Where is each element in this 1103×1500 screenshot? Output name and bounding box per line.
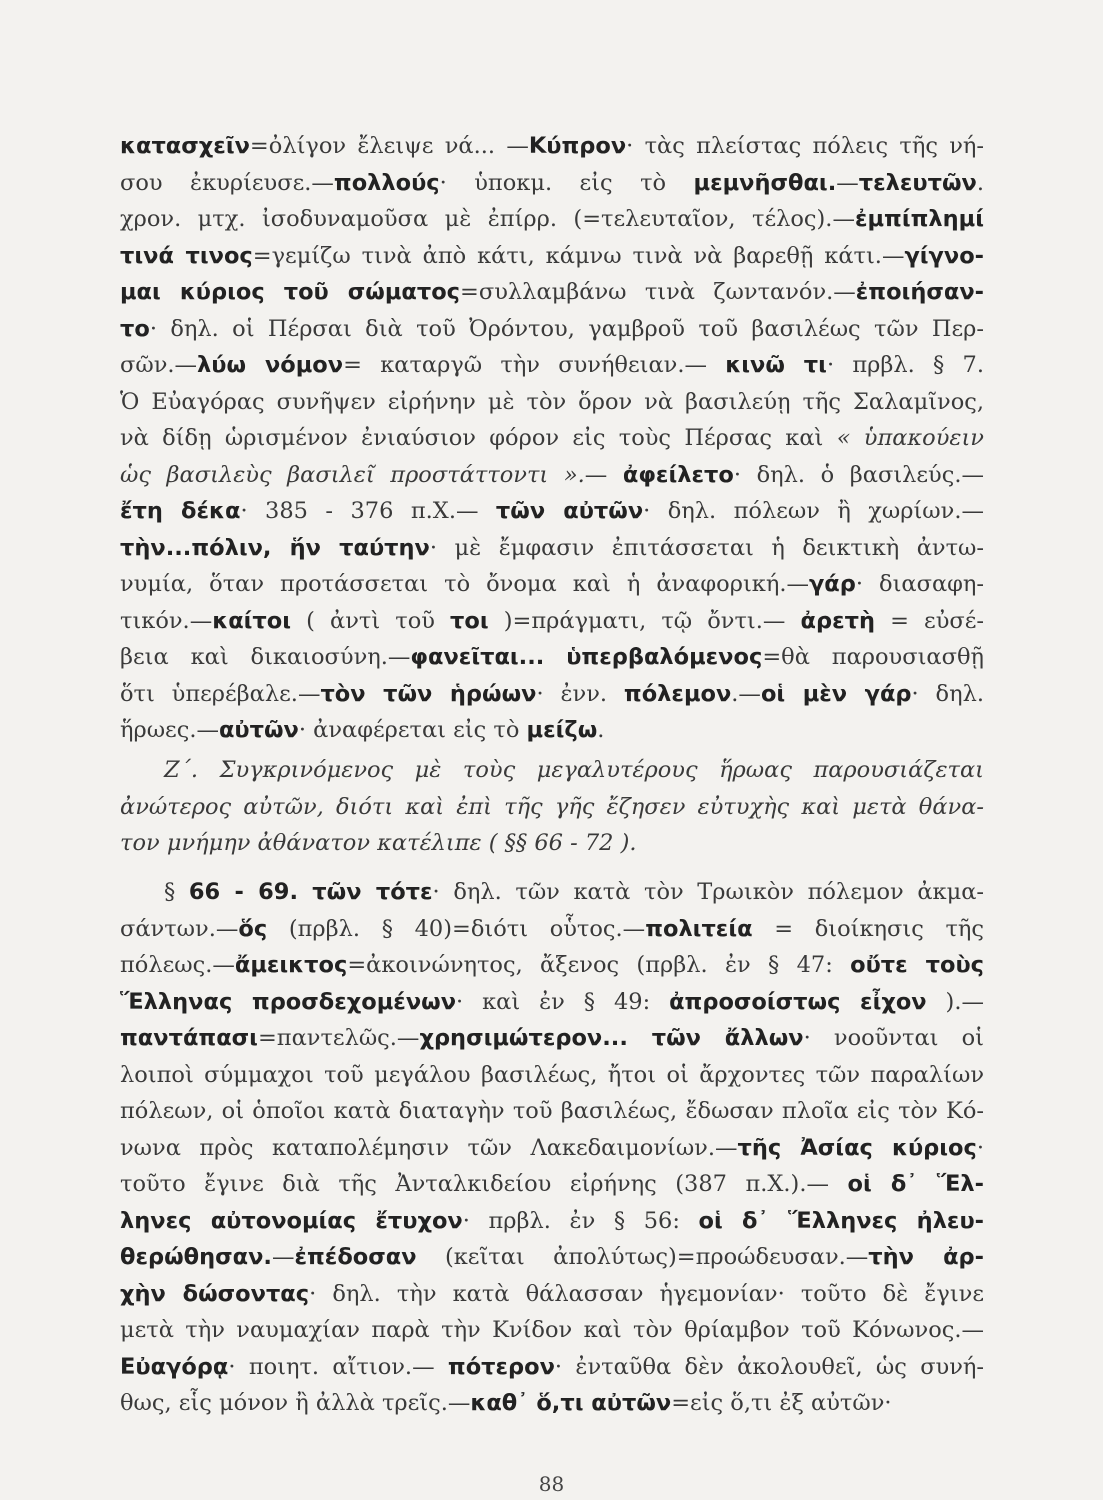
- text-run: σάντων.—: [120, 915, 239, 942]
- italic-text: « ὑπακούειν: [836, 425, 984, 451]
- text-run: · νοοῦνται οἱ: [803, 1025, 984, 1051]
- bold-lemma: ἐμπίπλημί: [854, 206, 984, 232]
- bold-lemma: ὑπερβαλόμενος: [566, 644, 763, 670]
- text-run: σου ἐκυρίευσε.—: [120, 169, 334, 196]
- text-run: = διοίκησις τῆς: [752, 915, 984, 942]
- bold-lemma: Ἕλληνας προσδεχομένων: [120, 988, 457, 1015]
- page-number: 88: [538, 1472, 565, 1496]
- text-line: [120, 238, 984, 275]
- text-run: · 385 - 376 π.Χ.—: [240, 498, 496, 524]
- text-run: χρον. μτχ. ἰσοδυναμοῦσα μὲ ἐπίρρ. (=τελευταῖον, τέλος).—: [120, 206, 855, 232]
- text-line: [120, 639, 984, 676]
- bold-lemma: τὴν ἀρ-: [868, 1244, 984, 1270]
- text-run: .: [976, 169, 984, 196]
- italic-text: ἀνώτερος αὐτῶν, διότι καὶ ἐπὶ τῆς γῆς ἔζησεν εὐτυχὴς καὶ μετὰ θάνα-: [120, 793, 984, 820]
- bold-lemma: οἱ δ᾽ Ἕλ-: [847, 1171, 984, 1197]
- text-run: = καταργῶ τὴν συνήθειαν.—: [343, 352, 726, 378]
- text-line: [120, 984, 984, 1021]
- bold-lemma: καθ᾽ ὅ,τι αὐτῶν: [470, 1390, 672, 1416]
- text-run: · ἐνν.: [536, 680, 624, 707]
- text-run: σῶν.—: [120, 352, 198, 378]
- bold-lemma: θερώθησαν.: [120, 1244, 272, 1270]
- text-line: [120, 947, 984, 984]
- text-run: βεια καὶ δικαιοσύνη.—: [120, 644, 411, 670]
- text-run: ( ἀντὶ τοῦ: [291, 607, 451, 634]
- text-run: §: [164, 879, 189, 905]
- text-run: πόλεως.—: [120, 952, 235, 978]
- commentary-paragraph-1: [120, 128, 984, 749]
- bold-lemma: τοι: [450, 607, 489, 634]
- bold-lemma: οὔτε τοὺς: [850, 952, 984, 978]
- text-run: =παντελῶς.—: [257, 1025, 420, 1051]
- text-line: [120, 1020, 984, 1057]
- text-run: · ἐνταῦθα δὲν ἀκολουθεῖ, ὡς συνή-: [554, 1353, 984, 1380]
- bold-lemma: Κύπρον: [528, 133, 627, 159]
- text-run: —: [584, 461, 623, 488]
- bold-lemma: ἔτη δέκα: [120, 498, 241, 524]
- text-line: [120, 712, 984, 749]
- text-run: πόλεων, οἱ ὁποῖοι κατὰ διαταγὴν τοῦ βασιλέως, ἔδωσαν πλοῖα εἰς τὸν Κό-: [120, 1098, 984, 1124]
- text-run: λοιποὶ σύμμαχοι τοῦ μεγάλου βασιλέως, ἤτοι οἱ ἄρχοντες τῶν παραλίων: [120, 1061, 984, 1088]
- text-run: =θὰ παρουσιασθῇ: [762, 644, 984, 670]
- text-run: =συλλαμβάνω τινὰ ζωντανόν.—: [460, 279, 856, 305]
- text-line: [120, 201, 984, 238]
- bold-lemma: κινῶ τι: [725, 352, 827, 378]
- text-run: · δηλ. οἱ Πέρσαι διὰ τοῦ Ὀρόντου, γαμβροῦ τοῦ βασιλέως τῶν Περ-: [149, 315, 984, 342]
- bold-lemma: οἱ δ᾽ Ἕλληνες ἠλευ-: [698, 1207, 984, 1234]
- text-run: )=πράγματι, τῷ ὄντι.—: [488, 607, 801, 634]
- text-run: · διασαφη-: [855, 571, 984, 597]
- bold-lemma: τῶν αὐτῶν: [495, 498, 644, 524]
- text-line: [120, 1130, 984, 1167]
- text-line: [120, 1166, 984, 1203]
- text-run: .: [597, 717, 605, 743]
- text-line: [120, 566, 984, 603]
- text-run: · δηλ. πόλεων ἢ χωρίων.—: [643, 498, 984, 524]
- text-run: —: [836, 169, 859, 196]
- text-run: · δηλ.: [911, 680, 984, 707]
- text-run: · δηλ. ὁ βασιλεύς.—: [733, 461, 984, 488]
- bold-lemma: τῆς Ἀσίας κύριος: [737, 1134, 977, 1161]
- bold-lemma: ὅς: [238, 915, 268, 942]
- text-line: [120, 530, 984, 567]
- text-line: [120, 347, 984, 384]
- text-line: [120, 1385, 984, 1422]
- text-line: [120, 603, 984, 640]
- text-line: [120, 1057, 984, 1094]
- bold-lemma: αὐτῶν: [218, 717, 299, 743]
- bold-lemma: ἀφείλετο: [622, 461, 734, 488]
- text-run: = εὐσέ-: [874, 607, 984, 634]
- text-line: [120, 1203, 984, 1240]
- text-run: ἥρωες.—: [120, 717, 219, 743]
- bold-lemma: Εὐαγόρᾳ: [120, 1353, 229, 1380]
- text-line: [120, 911, 984, 948]
- bold-lemma: καίτοι: [212, 607, 292, 634]
- italic-text: Ζ΄. Συγκρινόμενος μὲ τοὺς μεγαλυτέρους ἥρωας παρουσιάζεται: [164, 757, 984, 783]
- text-run: ).—: [926, 988, 984, 1015]
- text-run: νωνα πρὸς καταπολέμησιν τῶν Λακεδαιμονίων.—: [120, 1134, 738, 1161]
- text-run: =ἀκοινώνητος, ἄξενος (πρβλ. ἐν § 47:: [347, 952, 851, 978]
- text-run: =ὀλίγον ἔλειψε νά... —: [249, 133, 529, 159]
- bold-lemma: πολιτεία: [645, 915, 753, 942]
- bold-lemma: χὴν δώσοντας: [120, 1280, 310, 1307]
- bold-lemma: μαι κύριος τοῦ σώματος: [120, 279, 461, 305]
- text-run: · ὑποκμ. εἰς τὸ: [439, 169, 694, 196]
- text-run: · πρβλ. § 7.: [826, 352, 984, 378]
- text-line: [120, 825, 984, 862]
- bold-lemma: 66 - 69. τῶν τότε: [188, 879, 433, 905]
- text-run: (κεῖται ἀπολύτως)=προώδευσαν.—: [416, 1244, 869, 1270]
- bold-lemma: γάρ: [808, 571, 856, 597]
- text-run: ·: [976, 1134, 984, 1161]
- text-line: [120, 1276, 984, 1313]
- text-line: [120, 384, 984, 421]
- bold-lemma: μείζω: [526, 717, 598, 743]
- bold-lemma: ἀρετὴ: [800, 607, 875, 634]
- text-run: —: [271, 1244, 295, 1270]
- bold-lemma: ἀπροσοίστως εἶχον: [669, 988, 927, 1015]
- bold-lemma: πότερον: [447, 1353, 555, 1380]
- text-line: [120, 676, 984, 713]
- text-run: νὰ δίδῃ ὡρισμένον ἐνιαύσιον φόρον εἰς τοὺς Πέρσας καὶ: [120, 425, 837, 451]
- text-line: [120, 789, 984, 826]
- bold-lemma: τελευτῶν: [858, 169, 977, 196]
- text-line: [120, 420, 984, 457]
- bold-lemma: ἐπέδοσαν: [294, 1244, 417, 1270]
- text-run: νυμία, ὅταν προτάσσεται τὸ ὄνομα καὶ ἡ ἀναφορική.—: [120, 571, 809, 597]
- text-run: · μὲ ἔμφασιν ἐπιτάσσεται ἡ δεικτικὴ ἀντω-: [429, 534, 984, 561]
- bold-lemma: τινά τινος: [120, 242, 253, 269]
- text-run: τικόν.—: [120, 607, 213, 634]
- bold-lemma: ἐποιήσαν-: [855, 279, 984, 305]
- text-run: =εἰς ὅ,τι ἐξ αὐτῶν·: [671, 1390, 892, 1416]
- bold-lemma: τὸν τῶν ἡρώων: [320, 680, 537, 707]
- text-line: [120, 1093, 984, 1130]
- text-line: [120, 1349, 984, 1386]
- bold-lemma: ἄμεικτος: [234, 952, 348, 978]
- text-run: Ὁ Εὐαγόρας συνῆψεν εἰρήνην μὲ τὸν ὅρον νὰ βασιλεύῃ τῆς Σαλαμῖνος,: [120, 388, 984, 415]
- text-run: μετὰ τὴν ναυμαχίαν παρὰ τὴν Κνίδον καὶ τὸν θρίαμβον τοῦ Κόνωνος.—: [120, 1317, 984, 1343]
- text-line: [120, 874, 984, 911]
- italic-text: ὡς βασιλεὺς βασιλεῖ προστάττοντι ».: [120, 461, 585, 488]
- bold-lemma: το: [120, 315, 150, 342]
- bold-lemma: φανεῖται...: [410, 644, 545, 670]
- bold-lemma: οἱ μὲν γάρ: [760, 680, 912, 707]
- text-run: · πρβλ. ἐν § 56:: [462, 1207, 699, 1234]
- text-run: τοῦτο ἔγινε διὰ τῆς Ἀνταλκιδείου εἰρήνης (387 π.Χ.).—: [120, 1171, 848, 1197]
- text-run: · δηλ. τῶν κατὰ τὸν Τρωικὸν πόλεμον ἀκμα-: [432, 879, 984, 905]
- bold-lemma: πόλεμον: [623, 680, 732, 707]
- section-summary-paragraph: [120, 752, 984, 862]
- commentary-paragraph-2: [120, 874, 984, 1422]
- bold-lemma: πολλούς: [333, 169, 440, 196]
- bold-lemma: χρησιμώτερον... τῶν ἄλλων: [419, 1025, 804, 1051]
- text-line: [120, 128, 984, 165]
- bold-lemma: μεμνῆσθαι.: [693, 169, 837, 196]
- text-run: =γεμίζω τινὰ ἀπὸ κάτι, κάμνω τινὰ νὰ βαρεθῇ κάτι.—: [252, 242, 905, 269]
- text-line: [120, 752, 984, 789]
- text-run: · ποιητ. αἴτιον.—: [228, 1353, 448, 1380]
- bold-lemma: λύω νόμον: [197, 352, 344, 378]
- bold-lemma: γίγνο-: [904, 242, 984, 269]
- text-line: [120, 274, 984, 311]
- italic-text: τον μνήμην ἀθάνατον κατέλιπε ( §§ 66 - 72 ).: [120, 830, 637, 856]
- bold-lemma: τὴν...πόλιν, ἥν ταύτην: [120, 534, 430, 561]
- bold-lemma: ληνες αὐτονομίας ἔτυχον: [120, 1207, 463, 1234]
- text-line: [120, 1312, 984, 1349]
- text-run: θως, εἷς μόνον ἢ ἀλλὰ τρεῖς.—: [120, 1390, 471, 1416]
- text-run: ὅτι ὑπερέβαλε.—: [120, 680, 321, 707]
- text-run: · καὶ ἐν § 49:: [456, 988, 670, 1015]
- text-line: [120, 311, 984, 348]
- text-run: [544, 644, 566, 670]
- text-line: [120, 457, 984, 494]
- text-line: [120, 165, 984, 202]
- text-run: (πρβλ. § 40)=διότι οὗτος.—: [267, 915, 646, 942]
- text-run: · τὰς πλείστας πόλεις τῆς νή-: [626, 133, 984, 159]
- text-run: · ἀναφέρεται εἰς τὸ: [298, 717, 527, 743]
- bold-lemma: κατασχεῖν: [120, 133, 250, 159]
- bold-lemma: παντάπασι: [120, 1025, 258, 1051]
- text-line: [120, 1239, 984, 1276]
- text-run: · δηλ. τὴν κατὰ θάλασσαν ἡγεμονίαν· τοῦτο δὲ ἔγινε: [309, 1280, 984, 1307]
- text-line: [120, 493, 984, 530]
- text-run: .—: [731, 680, 761, 707]
